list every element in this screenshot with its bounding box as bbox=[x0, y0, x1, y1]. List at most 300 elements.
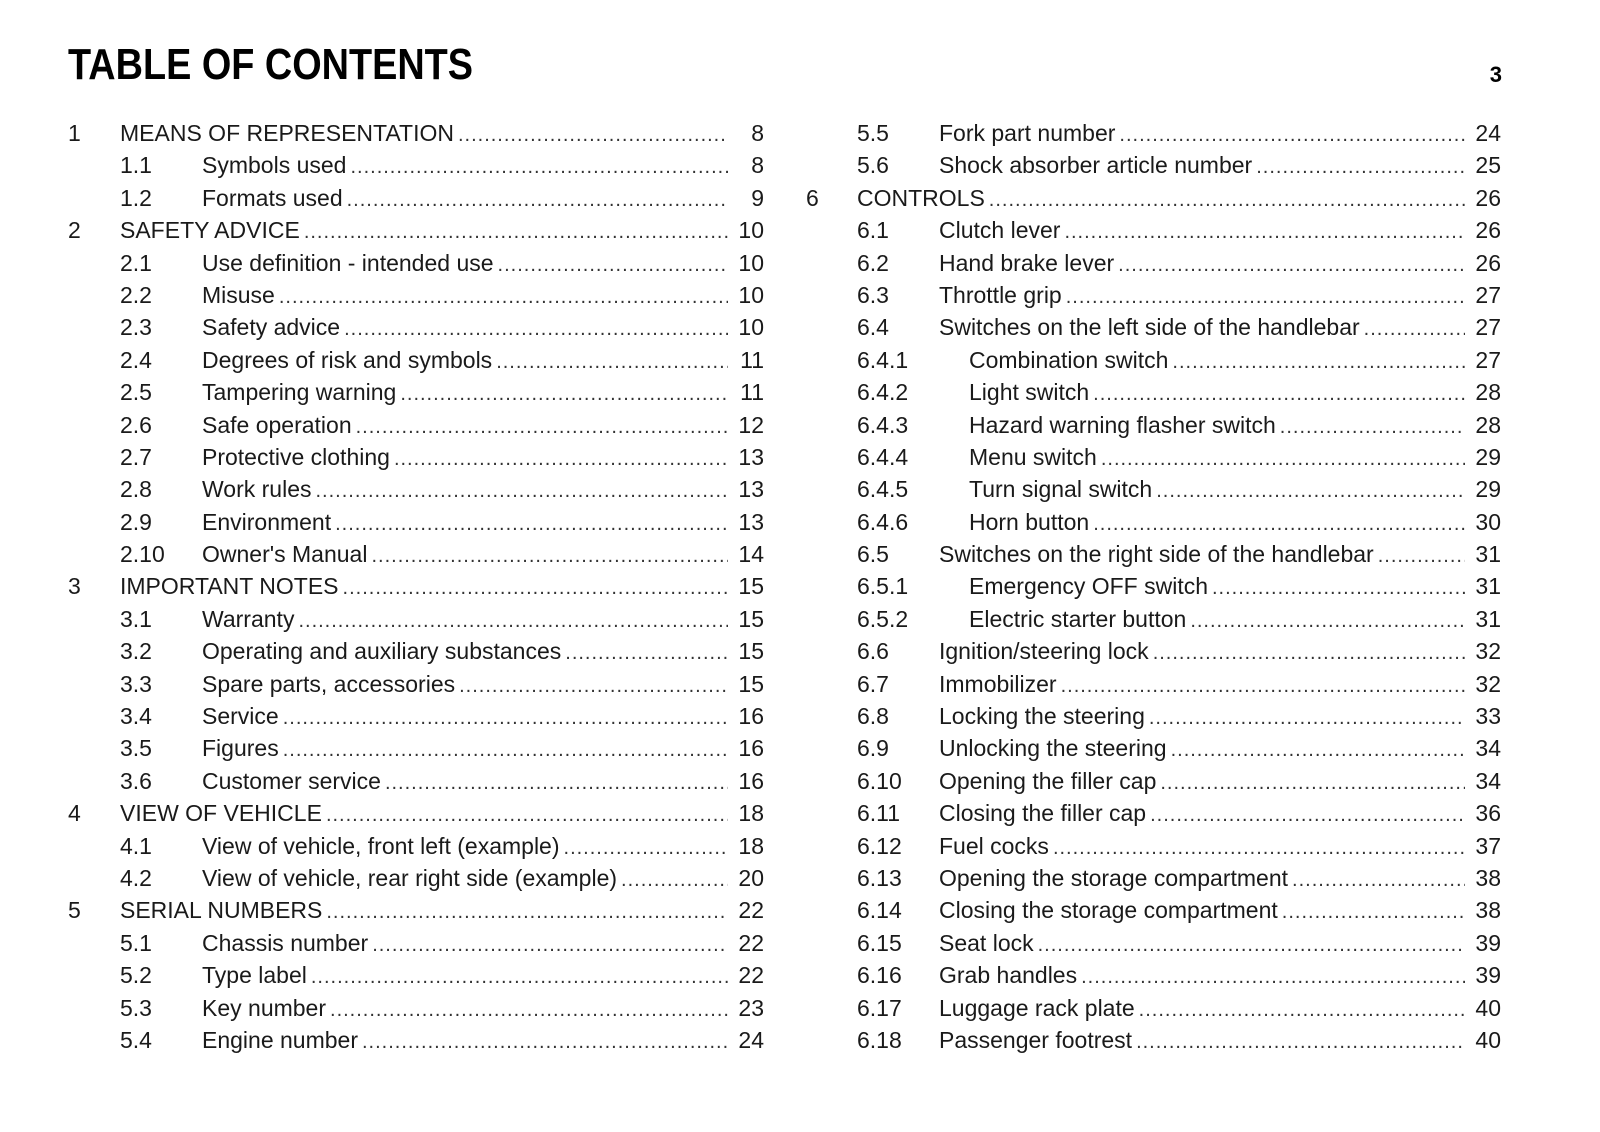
toc-entry[interactable] bbox=[68, 473, 764, 505]
toc-entry-page[interactable]: 16 bbox=[738, 703, 764, 730]
dot-leader bbox=[326, 896, 728, 928]
toc-entry-title[interactable]: SERIAL NUMBERS bbox=[120, 894, 326, 926]
toc-entry-title[interactable]: Emergency OFF switch bbox=[969, 570, 1212, 602]
dot-leader bbox=[1093, 508, 1465, 540]
dot-leader bbox=[1282, 896, 1465, 928]
toc-entry[interactable] bbox=[806, 506, 1501, 538]
toc-entry-number: 5.5 bbox=[857, 120, 889, 146]
toc-entry-page[interactable]: 10 bbox=[738, 281, 764, 308]
toc-entry-number: 6 bbox=[806, 184, 819, 211]
toc-entry-title[interactable]: Opening the filler cap bbox=[939, 765, 1160, 797]
toc-entry-page[interactable]: 32 bbox=[1475, 670, 1501, 697]
toc-entry[interactable] bbox=[806, 441, 1501, 473]
toc-entry-title[interactable]: Key number bbox=[202, 992, 330, 1024]
toc-entry[interactable] bbox=[68, 765, 764, 797]
toc-entry-number: 2.5 bbox=[120, 379, 152, 406]
toc-entry[interactable] bbox=[806, 765, 1501, 797]
toc-entry-title[interactable]: Degrees of risk and symbols bbox=[202, 344, 496, 376]
toc-entry-title[interactable]: Clutch lever bbox=[939, 214, 1064, 246]
toc-entry-number: 6.7 bbox=[857, 670, 889, 697]
toc-entry[interactable] bbox=[806, 830, 1501, 862]
toc-entry[interactable] bbox=[68, 830, 764, 862]
toc-entry-page[interactable]: 15 bbox=[738, 605, 764, 632]
dot-leader bbox=[283, 702, 728, 734]
toc-entry-title[interactable]: Fork part number bbox=[939, 117, 1119, 149]
dot-leader bbox=[362, 1026, 728, 1058]
dot-leader bbox=[385, 767, 728, 799]
dot-leader bbox=[394, 443, 728, 475]
toc-entry-title[interactable]: Unlocking the steering bbox=[939, 732, 1171, 764]
toc-entry-number: 3.5 bbox=[120, 735, 152, 762]
toc-entry[interactable] bbox=[806, 862, 1501, 894]
toc-entry[interactable] bbox=[68, 344, 764, 376]
toc-entry-number: 6.4.1 bbox=[857, 346, 909, 373]
toc-entry-body bbox=[120, 797, 764, 831]
toc-entry-number: 1.1 bbox=[120, 152, 152, 179]
toc-entry-body bbox=[939, 700, 1501, 734]
toc-entry-page[interactable]: 22 bbox=[738, 929, 764, 956]
toc-entry-title[interactable]: Hazard warning flasher switch bbox=[969, 409, 1280, 441]
toc-entry[interactable] bbox=[806, 214, 1501, 246]
toc-entry[interactable] bbox=[806, 927, 1501, 959]
toc-entry-body bbox=[202, 830, 764, 864]
toc-entry-page[interactable]: 39 bbox=[1475, 962, 1501, 989]
toc-entry-number: 6.9 bbox=[857, 735, 889, 762]
toc-entry-title[interactable]: Work rules bbox=[202, 473, 316, 505]
toc-entry-page[interactable]: 38 bbox=[1475, 897, 1501, 924]
toc-entry-body bbox=[202, 279, 764, 313]
toc-entry-number: 6.4.3 bbox=[857, 411, 909, 438]
toc-entry[interactable] bbox=[806, 732, 1501, 764]
toc-entry[interactable] bbox=[806, 182, 1501, 214]
toc-entry-title[interactable]: IMPORTANT NOTES bbox=[120, 570, 343, 602]
dot-leader bbox=[1364, 313, 1465, 345]
dot-leader bbox=[1212, 572, 1465, 604]
toc-entry-body bbox=[202, 538, 764, 572]
toc-entry-title[interactable]: Tampering warning bbox=[202, 376, 400, 408]
toc-entry[interactable] bbox=[806, 149, 1501, 181]
dot-leader bbox=[1101, 443, 1465, 475]
toc-entry-title[interactable]: Customer service bbox=[202, 765, 385, 797]
toc-entry-page[interactable]: 38 bbox=[1475, 864, 1501, 891]
toc-entry-title[interactable]: Grab handles bbox=[939, 959, 1081, 991]
dot-leader bbox=[498, 249, 728, 281]
toc-entry-page[interactable]: 22 bbox=[738, 962, 764, 989]
dot-leader bbox=[1149, 702, 1465, 734]
toc-entry-body bbox=[202, 668, 764, 702]
toc-entry-number: 6.5.2 bbox=[857, 605, 909, 632]
toc-entry-body bbox=[857, 182, 1501, 216]
page-title: TABLE OF CONTENTS bbox=[68, 40, 474, 89]
toc-entry-title[interactable]: Fuel cocks bbox=[939, 830, 1053, 862]
toc-entry[interactable] bbox=[68, 538, 764, 570]
toc-entry-number: 6.10 bbox=[857, 767, 902, 794]
toc-entry[interactable] bbox=[68, 603, 764, 635]
toc-entry-number: 6.2 bbox=[857, 249, 889, 276]
toc-entry-page[interactable]: 31 bbox=[1475, 573, 1501, 600]
toc-entry-title[interactable]: Luggage rack plate bbox=[939, 992, 1139, 1024]
toc-entry-body bbox=[939, 149, 1501, 183]
toc-entry[interactable] bbox=[806, 668, 1501, 700]
toc-entry-number: 6.6 bbox=[857, 638, 889, 665]
toc-entry-page[interactable]: 24 bbox=[1475, 120, 1501, 146]
toc-entry-page[interactable]: 11 bbox=[740, 346, 764, 373]
toc-entry-number: 6.1 bbox=[857, 217, 889, 244]
dot-leader bbox=[459, 670, 728, 702]
toc-entry[interactable] bbox=[806, 635, 1501, 667]
toc-entry-page[interactable]: 32 bbox=[1475, 638, 1501, 665]
toc-entry-page[interactable]: 13 bbox=[738, 476, 764, 503]
toc-entry-title[interactable]: Turn signal switch bbox=[969, 473, 1156, 505]
toc-entry-page[interactable]: 31 bbox=[1475, 605, 1501, 632]
toc-entry-title[interactable]: Shock absorber article number bbox=[939, 149, 1256, 181]
toc-entry-page[interactable]: 29 bbox=[1475, 476, 1501, 503]
dot-leader bbox=[1118, 249, 1465, 281]
toc-entry[interactable] bbox=[68, 247, 764, 279]
toc-entry-number: 6.15 bbox=[857, 929, 902, 956]
toc-entry-title[interactable]: Service bbox=[202, 700, 283, 732]
dot-leader bbox=[283, 734, 728, 766]
toc-entry[interactable] bbox=[806, 473, 1501, 505]
dot-leader bbox=[1119, 119, 1465, 151]
toc-entry-number: 1.2 bbox=[120, 184, 152, 211]
dot-leader bbox=[1378, 540, 1465, 572]
toc-entry[interactable] bbox=[68, 117, 764, 149]
dot-leader bbox=[1136, 1026, 1465, 1058]
toc-entry-body bbox=[202, 247, 764, 281]
toc-entry-number: 2 bbox=[68, 217, 81, 244]
toc-entry-page[interactable]: 10 bbox=[738, 314, 764, 341]
toc-entry[interactable] bbox=[68, 668, 764, 700]
toc-entry-page[interactable]: 15 bbox=[738, 670, 764, 697]
toc-entry-page[interactable]: 16 bbox=[738, 735, 764, 762]
toc-entry-number: 3 bbox=[68, 573, 81, 600]
toc-entry-number: 6.4.5 bbox=[857, 476, 909, 503]
toc-entry-page[interactable]: 8 bbox=[751, 120, 764, 146]
toc-entry-body bbox=[939, 797, 1501, 831]
toc-entry[interactable] bbox=[68, 700, 764, 732]
toc-entry-number: 2.4 bbox=[120, 346, 152, 373]
toc-entry[interactable] bbox=[806, 279, 1501, 311]
toc-entry[interactable] bbox=[806, 992, 1501, 1024]
toc-entry[interactable] bbox=[68, 959, 764, 991]
toc-entry[interactable] bbox=[68, 441, 764, 473]
dot-leader bbox=[1171, 734, 1465, 766]
toc-entry-body bbox=[969, 473, 1501, 507]
toc-entry-body bbox=[939, 830, 1501, 864]
toc-entry-title[interactable]: View of vehicle, rear right side (example) bbox=[202, 862, 621, 894]
toc-entry-title[interactable]: Opening the storage compartment bbox=[939, 862, 1292, 894]
toc-entry-title[interactable]: Immobilizer bbox=[939, 668, 1061, 700]
toc-entry-number: 4.1 bbox=[120, 832, 152, 859]
toc-entry-title[interactable]: Combination switch bbox=[969, 344, 1172, 376]
toc-left-column bbox=[68, 117, 764, 1056]
toc-entry[interactable] bbox=[68, 862, 764, 894]
toc-entry[interactable] bbox=[806, 603, 1501, 635]
dot-leader bbox=[356, 411, 728, 443]
toc-entry-page[interactable]: 27 bbox=[1475, 346, 1501, 373]
dot-leader bbox=[496, 346, 728, 378]
toc-entry-page[interactable]: 31 bbox=[1475, 541, 1501, 568]
toc-entry-page[interactable]: 15 bbox=[738, 573, 764, 600]
toc-entry-page[interactable]: 28 bbox=[1475, 379, 1501, 406]
toc-entry[interactable] bbox=[68, 992, 764, 1024]
dot-leader bbox=[316, 475, 729, 507]
toc-entry-page[interactable]: 33 bbox=[1475, 703, 1501, 730]
toc-entry-number: 3.1 bbox=[120, 605, 152, 632]
toc-entry-page[interactable]: 37 bbox=[1475, 832, 1501, 859]
toc-entry-number: 5.3 bbox=[120, 994, 152, 1021]
toc-entry-title[interactable]: Spare parts, accessories bbox=[202, 668, 459, 700]
toc-entry-title[interactable]: View of vehicle, front left (example) bbox=[202, 830, 564, 862]
toc-entry-page[interactable]: 30 bbox=[1475, 508, 1501, 535]
toc-entry-page[interactable]: 26 bbox=[1475, 249, 1501, 276]
toc-entry-page[interactable]: 24 bbox=[738, 1026, 764, 1053]
toc-entry-page[interactable]: 14 bbox=[738, 541, 764, 568]
toc-entry[interactable] bbox=[806, 409, 1501, 441]
toc-entry-number: 6.14 bbox=[857, 897, 902, 924]
toc-entry-title[interactable]: Type label bbox=[202, 959, 311, 991]
toc-entry[interactable] bbox=[806, 247, 1501, 279]
toc-entry-body bbox=[202, 700, 764, 734]
toc-entry-page[interactable]: 40 bbox=[1475, 1026, 1501, 1053]
toc-entry-number: 6.12 bbox=[857, 832, 902, 859]
dot-leader bbox=[400, 378, 728, 410]
toc-entry[interactable] bbox=[68, 376, 764, 408]
toc-entry[interactable] bbox=[806, 959, 1501, 991]
toc-entry-number: 6.5.1 bbox=[857, 573, 909, 600]
toc-entry-number: 6.18 bbox=[857, 1026, 902, 1053]
toc-entry-title[interactable]: Closing the filler cap bbox=[939, 797, 1150, 829]
toc-entry-page[interactable]: 8 bbox=[751, 152, 764, 179]
toc-entry[interactable] bbox=[806, 344, 1501, 376]
dot-leader bbox=[371, 540, 728, 572]
toc-entry-body bbox=[969, 603, 1501, 637]
toc-entry-title[interactable]: Locking the steering bbox=[939, 700, 1149, 732]
toc-entry[interactable] bbox=[806, 894, 1501, 926]
toc-entry[interactable] bbox=[68, 311, 764, 343]
toc-entry-title[interactable]: Warranty bbox=[202, 603, 298, 635]
toc-entry-page[interactable]: 20 bbox=[738, 864, 764, 891]
toc-entry-page[interactable]: 36 bbox=[1475, 800, 1501, 827]
toc-entry-title[interactable]: Environment bbox=[202, 506, 335, 538]
toc-entry-body bbox=[202, 862, 764, 896]
toc-entry[interactable] bbox=[68, 635, 764, 667]
toc-entry-page[interactable]: 29 bbox=[1475, 443, 1501, 470]
toc-entry-page[interactable]: 39 bbox=[1475, 929, 1501, 956]
toc-entry[interactable] bbox=[68, 732, 764, 764]
toc-entry[interactable] bbox=[68, 279, 764, 311]
toc-entry-body bbox=[202, 1024, 764, 1058]
toc-entry-title[interactable]: Symbols used bbox=[202, 149, 350, 181]
toc-entry-title[interactable]: Hand brake lever bbox=[939, 247, 1118, 279]
toc-entry[interactable] bbox=[68, 182, 764, 214]
toc-entry-page[interactable]: 13 bbox=[738, 508, 764, 535]
toc-entry-page[interactable]: 34 bbox=[1475, 767, 1501, 794]
dot-leader bbox=[347, 184, 728, 216]
toc-entry-number: 6.16 bbox=[857, 962, 902, 989]
toc-entry-body bbox=[939, 247, 1501, 281]
dot-leader bbox=[1053, 832, 1465, 864]
toc-entry-body bbox=[939, 538, 1501, 572]
toc-entry-body bbox=[939, 279, 1501, 313]
toc-entry-page[interactable]: 18 bbox=[738, 832, 764, 859]
toc-entry[interactable] bbox=[68, 149, 764, 181]
toc-entry[interactable] bbox=[806, 700, 1501, 732]
dot-leader bbox=[1038, 929, 1465, 961]
toc-entry-page[interactable]: 18 bbox=[738, 800, 764, 827]
toc-entry-number: 6.5 bbox=[857, 541, 889, 568]
toc-entry-page[interactable]: 34 bbox=[1475, 735, 1501, 762]
toc-entry-title[interactable]: Switches on the right side of the handlebar bbox=[939, 538, 1378, 570]
toc-entry[interactable] bbox=[68, 894, 764, 926]
toc-entry-body bbox=[202, 311, 764, 345]
toc-entry-number: 6.4 bbox=[857, 314, 889, 341]
dot-leader bbox=[343, 572, 728, 604]
toc-entry-page[interactable]: 40 bbox=[1475, 994, 1501, 1021]
toc-entry-number: 2.8 bbox=[120, 476, 152, 503]
toc-entry-body bbox=[939, 668, 1501, 702]
toc-entry[interactable] bbox=[68, 797, 764, 829]
toc-entry[interactable] bbox=[68, 927, 764, 959]
toc-entry[interactable] bbox=[806, 376, 1501, 408]
toc-entry-title[interactable]: Horn button bbox=[969, 506, 1093, 538]
dot-leader bbox=[1061, 670, 1465, 702]
toc-entry-page[interactable]: 10 bbox=[738, 217, 764, 244]
toc-entry[interactable] bbox=[806, 797, 1501, 829]
toc-entry[interactable] bbox=[806, 538, 1501, 570]
toc-entry-body bbox=[939, 214, 1501, 248]
dot-leader bbox=[326, 799, 728, 831]
dot-leader bbox=[1172, 346, 1465, 378]
dot-leader bbox=[621, 864, 728, 896]
toc-entry-title[interactable]: VIEW OF VEHICLE bbox=[120, 797, 326, 829]
toc-entry-body bbox=[939, 117, 1501, 151]
toc-entry-body bbox=[202, 927, 764, 961]
toc-entry-body bbox=[202, 376, 764, 410]
toc-entry[interactable] bbox=[806, 1024, 1501, 1056]
toc-entry-page[interactable]: 23 bbox=[738, 994, 764, 1021]
toc-entry-title[interactable]: Chassis number bbox=[202, 927, 372, 959]
toc-entry-body bbox=[939, 894, 1501, 928]
toc-entry-title[interactable]: Switches on the left side of the handlebar bbox=[939, 311, 1364, 343]
toc-entry-title[interactable]: Figures bbox=[202, 732, 283, 764]
toc-entry-page[interactable]: 27 bbox=[1475, 281, 1501, 308]
toc-entry-page[interactable]: 22 bbox=[738, 897, 764, 924]
dot-leader bbox=[1292, 864, 1465, 896]
toc-entry-title[interactable]: Operating and auxiliary substances bbox=[202, 635, 565, 667]
toc-entry-title[interactable]: Light switch bbox=[969, 376, 1093, 408]
toc-entry[interactable] bbox=[806, 117, 1501, 149]
toc-entry[interactable] bbox=[806, 570, 1501, 602]
toc-entry-title[interactable]: Formats used bbox=[202, 182, 347, 214]
toc-entry-title[interactable]: Safe operation bbox=[202, 409, 356, 441]
toc-entry-title[interactable]: MEANS OF REPRESENTATION bbox=[120, 117, 458, 149]
toc-entry-body bbox=[969, 570, 1501, 604]
toc-entry-number: 6.11 bbox=[857, 800, 901, 827]
toc-entry[interactable] bbox=[806, 311, 1501, 343]
toc-entry-page[interactable]: 27 bbox=[1475, 314, 1501, 341]
toc-entry-title[interactable]: Protective clothing bbox=[202, 441, 394, 473]
toc-entry-title[interactable]: CONTROLS bbox=[857, 182, 989, 214]
toc-entry-title[interactable]: Closing the storage compartment bbox=[939, 894, 1282, 926]
toc-entry-title[interactable]: Engine number bbox=[202, 1024, 362, 1056]
toc-entry[interactable] bbox=[68, 506, 764, 538]
toc-entry-page[interactable]: 15 bbox=[738, 638, 764, 665]
dot-leader bbox=[311, 961, 728, 993]
toc-entry-page[interactable]: 26 bbox=[1475, 217, 1501, 244]
toc-entry-title[interactable]: Ignition/steering lock bbox=[939, 635, 1153, 667]
toc-entry-number: 2.7 bbox=[120, 443, 152, 470]
toc-entry-number: 3.4 bbox=[120, 703, 152, 730]
dot-leader bbox=[1153, 637, 1465, 669]
toc-entry-body bbox=[969, 506, 1501, 540]
toc-entry-number: 2.10 bbox=[120, 541, 165, 568]
toc-entry-number: 3.2 bbox=[120, 638, 152, 665]
toc-entry-body bbox=[202, 473, 764, 507]
toc-entry-page[interactable]: 10 bbox=[738, 249, 764, 276]
toc-entry-page[interactable]: 11 bbox=[740, 379, 764, 406]
dot-leader bbox=[1256, 151, 1465, 183]
toc-entry-number: 2.6 bbox=[120, 411, 152, 438]
toc-entry-body bbox=[969, 344, 1501, 378]
toc-entry-title[interactable]: Owner's Manual bbox=[202, 538, 371, 570]
toc-entry-title[interactable]: Use definition - intended use bbox=[202, 247, 498, 279]
toc-entry-body bbox=[202, 149, 764, 183]
toc-entry-body bbox=[939, 862, 1501, 896]
toc-entry[interactable] bbox=[68, 570, 764, 602]
dot-leader bbox=[344, 313, 728, 345]
toc-entry-page[interactable]: 12 bbox=[738, 411, 764, 438]
toc-entry-number: 6.17 bbox=[857, 994, 902, 1021]
toc-entry-page[interactable]: 13 bbox=[738, 443, 764, 470]
toc-entry[interactable] bbox=[68, 409, 764, 441]
toc-entry[interactable] bbox=[68, 1024, 764, 1056]
toc-entry-body bbox=[939, 1024, 1501, 1058]
dot-leader bbox=[565, 637, 728, 669]
toc-entry-page[interactable]: 16 bbox=[738, 767, 764, 794]
toc-entry-page[interactable]: 9 bbox=[751, 184, 764, 211]
toc-entry-page[interactable]: 26 bbox=[1475, 184, 1501, 211]
toc-entry-title[interactable]: Menu switch bbox=[969, 441, 1101, 473]
toc-entry-number: 3.6 bbox=[120, 767, 152, 794]
toc-entry[interactable] bbox=[68, 214, 764, 246]
dot-leader bbox=[1150, 799, 1465, 831]
toc-entry-page[interactable]: 28 bbox=[1475, 411, 1501, 438]
toc-entry-body bbox=[120, 570, 764, 604]
toc-entry-body bbox=[202, 603, 764, 637]
toc-entry-title[interactable]: Seat lock bbox=[939, 927, 1038, 959]
toc-entry-title[interactable]: Safety advice bbox=[202, 311, 344, 343]
dot-leader bbox=[1064, 216, 1465, 248]
toc-entry-number: 2.9 bbox=[120, 508, 152, 535]
toc-entry-title[interactable]: Misuse bbox=[202, 279, 279, 311]
toc-entry-number: 6.8 bbox=[857, 703, 889, 730]
dot-leader bbox=[304, 216, 728, 248]
toc-right-column bbox=[806, 117, 1501, 1056]
toc-entry-title[interactable]: Throttle grip bbox=[939, 279, 1066, 311]
toc-entry-number: 5.1 bbox=[120, 929, 152, 956]
dot-leader bbox=[989, 184, 1465, 216]
toc-entry-body bbox=[202, 344, 764, 378]
toc-entry-page[interactable]: 25 bbox=[1475, 152, 1501, 179]
toc-entry-number: 5 bbox=[68, 897, 81, 924]
toc-entry-title[interactable]: Passenger footrest bbox=[939, 1024, 1136, 1056]
toc-entry-body bbox=[939, 927, 1501, 961]
dot-leader bbox=[372, 929, 728, 961]
toc-entry-title[interactable]: SAFETY ADVICE bbox=[120, 214, 304, 246]
toc-entry-title[interactable]: Electric starter button bbox=[969, 603, 1190, 635]
